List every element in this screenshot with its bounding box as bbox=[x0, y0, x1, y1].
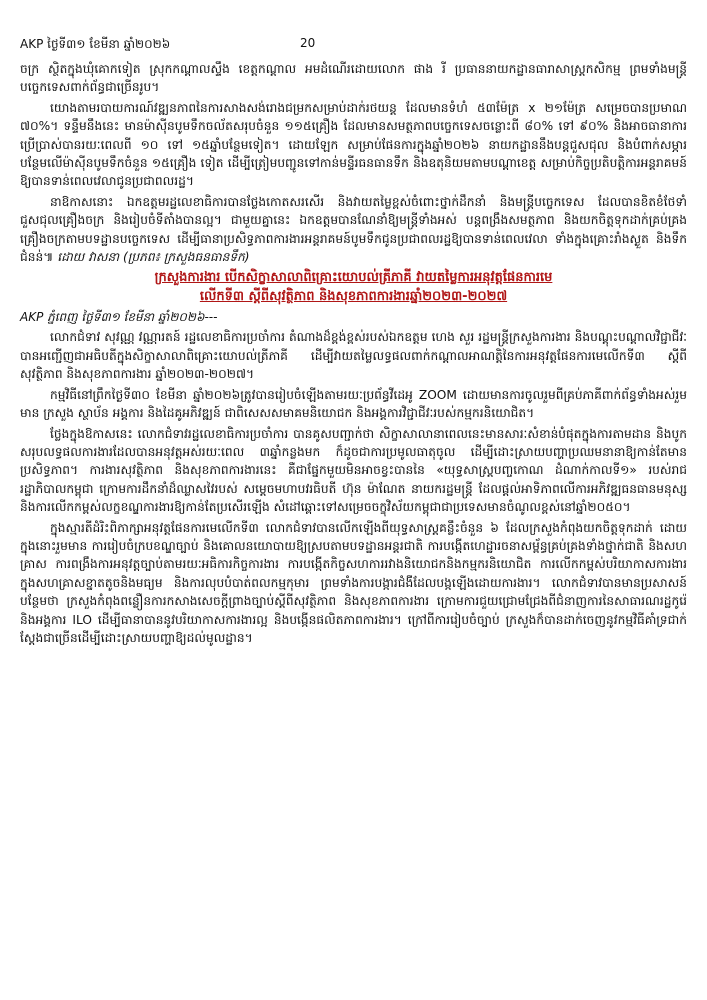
article1-paragraph-2: យោងតាមរបាយការណ៍វឌ្ឍនភាពនៃការសាងសង់រោងជម្រកសម្រាប់ដាក់រថយន្ត ដែលមានទំហំ ៥៣ម៉ែត្រ x ២១ម៉ែត្រ សម្រេចបានប្រមាណ ៧០%។ ទន្ទឹមនឹងនេះ មានម៉ាស៊ីនបូមទឹកចល័តសរុបចំនួន ១១៥គ្រឿង ដែលមានសមត្ថភាពបច្ចេកទេសចន្លោះពី ៨០% ទៅ ៩០% និងអាចធានាការប្រើប្រាស់បានរយៈពេលពី ១០ ទៅ ១៥ឆ្នាំបន្ថែមទៀត។ ដោយឡែក សម្រាប់ផែនការក្នុងឆ្នាំ២០២៦ នាយកដ្ឋាននឹងបន្តជួសជុល និងបំពាក់សម្ភារបន្ថែមលើម៉ាស៊ីនបូមទឹកចំនួន ១៥គ្រឿង ទៀត ដើម្បីត្រៀមបញ្ជូនទៅកាន់មន្ទីរធនធានទឹក និងឧតុនិយមតាមបណ្ដាខេត្ត សម្រាប់កិច្ចប្រតិបត្តិការអន្តរាគមន៍ឱ្យបានទាន់ពេលវេលាជូនប្រជាពលរដ្ឋ។ bbox=[20, 100, 687, 189]
article2-paragraph-2: កម្មវិធីនៅព្រឹកថ្ងៃទី៣០ ខែមីនា ឆ្នាំ២០២៦ត្រូវបានរៀបចំឡើងតាមរយៈប្រព័ន្ធវីដេអូ ZOOM ដោយមានការចូលរួមពីគ្រប់ភាគីពាក់ព័ន្ធទាំងអស់រួមមាន ក្រសួង ស្ថាប័ន អង្គការ និងដៃគូអភិវឌ្ឍន៍ ជាពិសេសសមាគមនិយោជក និងអង្គការវិជ្ជាជីវៈរបស់កម្មករនិយោជិត។ bbox=[20, 387, 687, 421]
article-labour-safety bbox=[20, 268, 687, 647]
article2-paragraph-1: លោកជំទាវ សុវណ្ណ វណ្ណារតន៍ រដ្ឋលេខាធិការប្រចាំការ តំណាងដ៏ខ្ពង់ខ្ពស់របស់ឯកឧត្តម ហេង សួរ រដ្ឋមន្ត្រីក្រសួងការងារ និងបណ្ដុះបណ្ដាលវិជ្ជាជីវៈបានអញ្ជើញជាអធិបតីក្នុងសិក្ខាសាលាពិគ្រោះយោបល់ត្រីភាគី ដើម្បីវាយតម្លៃលទ្ធផលពាក់កណ្ដាលអាណត្តិនៃការអនុវត្តផែនការមេលើកទី៣ ស្ដីពីសុវត្ថិភាព និងសុខភាពការងារ ឆ្នាំ២០២៣-២០២៧។ bbox=[20, 330, 687, 382]
article2-dateline: AKP ភ្នំពេញ ថ្ងៃទី៣១ ខែមីនា ឆ្នាំ២០២៦--- bbox=[20, 310, 218, 325]
article1-paragraph-1: ចក្រ ស្ថិតក្នុងឃុំគោកទៀត ស្រុកកណ្ដាលស្ទឹង ខេត្តកណ្ដាល អមដំណើរដោយលោក ផាង រី ប្រធាននាយកដ្ឋានធារាសាស្ត្រកសិកម្ម ព្រមទាំងមន្ត្រីបច្ចេកទេសពាក់ព័ន្ធជាច្រើនរូប។ bbox=[20, 62, 687, 95]
page-content bbox=[20, 60, 687, 649]
article1-byline: ដោយ វាសនា (ប្រភព៖ ក្រសួងធនធានទឹក) bbox=[57, 250, 250, 265]
page-header bbox=[20, 36, 687, 52]
article2-headline-line-2: លើកទី៣ ស្ដីពីសុវត្ថិភាព និងសុខភាពការងារឆ្នាំ២០២៣-២០២៧ bbox=[199, 289, 508, 305]
article1-paragraph-3 bbox=[20, 193, 687, 267]
page-number: 20 bbox=[300, 36, 316, 50]
article2-paragraph-4: ក្នុងស្មារតីដំរិះពិភាក្សាអនុវត្តផែនការមេលើកទី៣ លោកជំទាវបានលើកឡើងពីយុទ្ធសាស្ត្រគន្លឹះចំនួន ៦ ដែលក្រសួងកំពុងយកចិត្តទុកដាក់ ដោយក្នុងនោះរួមមាន ការរៀបចំក្របខណ្ឌច្បាប់ និងគោលនយោបាយឱ្យស្របតាមបទដ្ឋានអន្តរជាតិ ការបង្កើតហេដ្ឋារចនាសម្ព័ន្ធគ្រប់គ្រងទាំងថ្នាក់ជាតិ និងសហគ្រាស ការពង្រឹងការអនុវត្តច្បាប់តាមរយៈអធិការកិច្ចការងារ ការបង្កើតកិច្ចសហការរវាងនិយោជកនិងកម្មករនិយោជិត ការលើកកម្ពស់បរិយាកាសការងារក្នុងសហគ្រាសខ្នាតតូចនិងមធ្យម និងការលុបបំបាត់ពលកម្មកុមារ ព្រមទាំងការបង្ការជំងឺដែលបង្កឡើងដោយការងារ។ លោកជំទាវបានមានប្រសាសន៍បន្ថែមថា ក្រសួងកំពុងពន្លឿនការកសាងសេចក្ដីព្រាងច្បាប់ស្ដីពីសុវត្ថិភាព និងសុខភាពការងារ ក្រោមការជួយជ្រោមជ្រែងពីជំនាញការនៃសាធារណរដ្ឋកូរ៉េ និងអង្គការ ILO ដើម្បីធានាបាននូវបរិយាកាសការងារល្អ និងបង្កើនផលិតភាពការងារ។ ក្រៅពីការរៀបចំច្បាប់ ក្រសួងក៏បានដាក់ចេញនូវកម្មវិធីគាំទ្រជាក់ស្ដែងជាច្រើនដើម្បីដោះស្រាយបញ្ហាឱ្យដល់មូលដ្ឋាន។ bbox=[20, 520, 687, 645]
article1-paragraph-3-text: នាឱកាសនោះ ឯកឧត្តមរដ្ឋលេខាធិការបានថ្លែងកោតសរសើរ និងវាយតម្លៃខ្ពស់ចំពោះថ្នាក់ដឹកនាំ និងមន្ត្រីបច្ចេកទេស ដែលបានខិតខំថែទាំ ជួសជុលគ្រឿងចក្រ និងរៀបចំទីតាំងបានល្អ។ ជាមួយគ្នានេះ ឯកឧត្តមបានណែនាំឱ្យមន្ត្រីទាំងអស់ បន្តពង្រឹងសមត្ថភាព និងយកចិត្តទុកដាក់គ្រប់គ្រងគ្រឿងចក្រតាមបទដ្ឋានបច្ចេកទេស ដើម្បីធានាប្រសិទ្ធភាពការងារអន្តរាគមន៍បូមទឹកជូនប្រជាពលរដ្ឋឱ្យបានទាន់ពេលវេលា ទាំងក្នុងគ្រោះរាំងស្ងួត និងទឹកជំនន់៕ bbox=[20, 194, 687, 265]
header-agency-date: AKP ថ្ងៃទី៣១ ខែមីនា ឆ្នាំ២០២៦ bbox=[20, 37, 171, 51]
article2-headline-line-1: ក្រសួងការងារ បើកសិក្ខាសាលាពិគ្រោះយោបល់ត្រីភាគី វាយតម្លៃការអនុវត្តផែនការមេ bbox=[154, 270, 553, 286]
article-water-pumps bbox=[20, 60, 687, 266]
article2-paragraph-3: ថ្លែងក្នុងឱកាសនេះ លោកជំទាវរដ្ឋលេខាធិការប្រចាំការ បានគូសបញ្ជាក់ថា សិក្ខាសាលានាពេលនេះមានសារៈសំខាន់បំផុតក្នុងការតាមដាន និងបូកសរុបលទ្ធផលការងារដែលបានអនុវត្តអស់រយៈពេល ៣ឆ្នាំកន្លងមក ក៏ដូចជាការប្រមូលធាតុចូល ដើម្បីដោះស្រាយបញ្ហាប្រឈមនានាឱ្យកាន់តែមានប្រសិទ្ធភាព។ ការងារសុវត្ថិភាព និងសុខភាពការងារនេះ គឺជាផ្នែកមួយមិនអាចខ្វះបាននៃ «យុទ្ធសាស្ត្របញ្ចកោណ ដំណាក់កាលទី១» របស់រាជរដ្ឋាភិបាលកម្ពុជា ក្រោមការដឹកនាំដ៏ឈ្លាសវៃរបស់ សម្ដេចមហាបវរធិបតី ហ៊ុន ម៉ាណែត នាយករដ្ឋមន្ត្រី ដែលផ្ដល់អាទិភាពលើការអភិវឌ្ឍធនធានមនុស្ស និងការលើកកម្ពស់លក្ខខណ្ឌការងារឱ្យកាន់តែប្រសើរឡើង សំដៅឆ្ពោះទៅសម្រេចចក្ខុវិស័យកម្ពុជាជាប្រទេសមានចំណូលខ្ពស់នៅឆ្នាំ២០៥០។ bbox=[20, 426, 687, 515]
article2-headline bbox=[20, 268, 687, 306]
